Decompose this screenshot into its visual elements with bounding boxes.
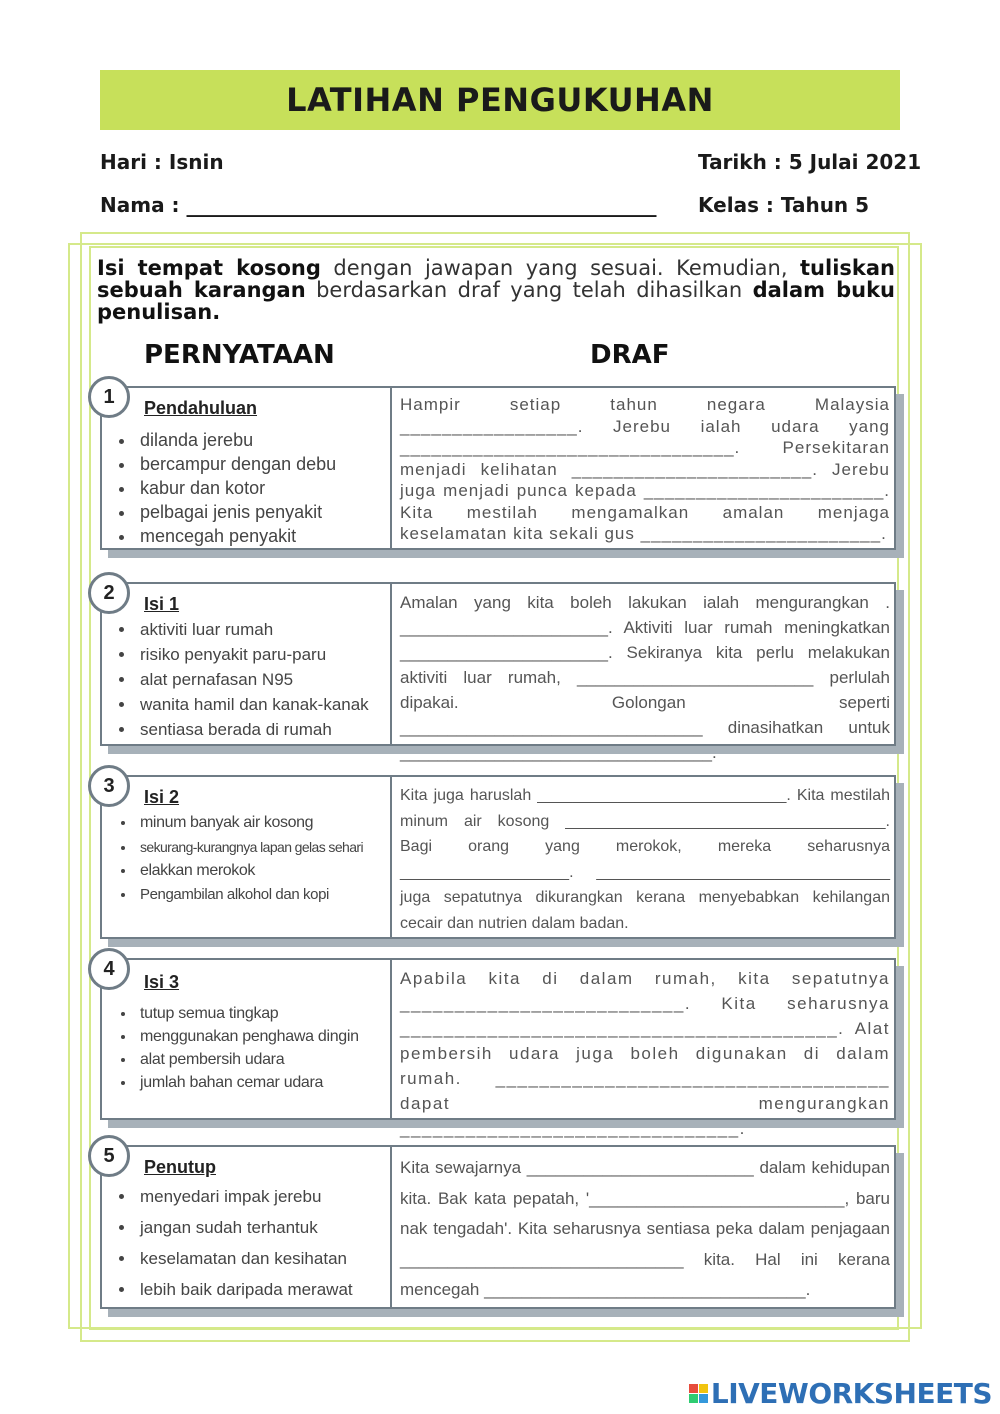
section-number-badge: 3 (88, 765, 130, 807)
draft-cell[interactable]: Kita juga haruslah ____________________________. Kita mestilah minum air kosong ____________________________________. Bagi orang yang merokok, mereka seharusnya ___________________. _________________________________ juga sepatutnya dikurangkan kerana menyebabkan kehilangan cecair dan nutrien dalam badan. (400, 787, 890, 932)
column-header-draft: DRAF (590, 340, 670, 370)
list-item: • elakkan merokok (136, 859, 363, 883)
list-item: • aktiviti luar rumah (136, 617, 369, 642)
draft-cell[interactable]: Apabila kita di dalam rumah, kita sepatutnya __________________________. Kita seharusnya ________________________________________. Alat pembersih udara juga boleh digunakan di dalam rumah. ____________________________________ dapat mengurangkan _______________________________. (400, 969, 890, 1138)
list-item: • dilanda jerebu (136, 428, 336, 452)
section-title: Penutup (144, 1157, 216, 1177)
statement-cell (102, 581, 392, 744)
bullet-list (110, 1002, 359, 1094)
list-item: • Pengambilan alkohol dan kopi (136, 883, 363, 907)
class-label: Kelas : Tahun 5 (698, 193, 870, 217)
bullet-list (110, 617, 369, 742)
list-item: • tutup semua tingkap (136, 1002, 359, 1025)
section-number-badge: 2 (88, 572, 130, 614)
bullet-list (110, 811, 363, 907)
logo-square-green (689, 1394, 698, 1403)
list-item: • jangan sudah terhantuk (136, 1212, 353, 1243)
list-item: • alat pernafasan N95 (136, 667, 369, 692)
statement-cell (102, 385, 392, 548)
watermark-text: LIVEWORKSHEETS (710, 1377, 992, 1410)
bullet-list (110, 1181, 353, 1305)
list-item: • jumlah bahan cemar udara (136, 1071, 359, 1094)
list-item: • menyedari impak jerebu (136, 1181, 353, 1212)
liveworksheets-watermark[interactable] (689, 1377, 992, 1410)
list-item: • bercampur dengan debu (136, 452, 336, 476)
section-row-3 (100, 775, 896, 939)
section-row-5 (100, 1145, 896, 1309)
list-item: • mencegah penyakit (136, 524, 336, 548)
instruction-part-4: berdasarkan draf yang telah dihasilkan (305, 278, 753, 302)
statement-cell (102, 1144, 392, 1307)
section-row-4 (100, 957, 896, 1138)
list-item: • sekurang-kurangnya lapan gelas sehari (136, 835, 363, 859)
liveworksheets-logo-icon (689, 1384, 708, 1403)
list-item: • menggunakan penghawa dingin (136, 1025, 359, 1048)
section-number-badge: 5 (88, 1135, 130, 1177)
list-item: • sentiasa berada di rumah (136, 717, 369, 742)
section-title: Pendahuluan (144, 398, 258, 418)
column-header-statement: PERNYATAAN (144, 340, 335, 370)
list-item: • keselamatan dan kesihatan (136, 1243, 353, 1274)
list-item: • pelbagai jenis penyakit (136, 500, 336, 524)
draft-cell[interactable]: Amalan yang kita boleh lakukan ialah mengurangkan . ______________________. Aktiviti luar rumah meningkatkan ______________________. Sekiranya kita perlu melakukan aktiviti luar rumah, _________________________ perlulah dipakai. Golongan seperti ________________________________ dinasihatkan untuk _________________________________. (400, 593, 890, 762)
page-title: LATIHAN PENGUKUHAN (286, 81, 714, 119)
statement-cell (102, 774, 392, 937)
logo-square-blue (699, 1394, 708, 1403)
section-row-1 (100, 386, 896, 550)
list-item: • risiko penyakit paru-paru (136, 642, 369, 667)
section-title: Isi 2 (144, 787, 180, 807)
section-number-badge: 1 (88, 376, 130, 418)
instruction-bold-3: dalam buku penulisan. (97, 278, 895, 324)
section-title: Isi 3 (144, 972, 180, 992)
section-row-2 (100, 581, 896, 762)
day-label: Hari : Isnin (100, 150, 224, 174)
logo-square-yellow (699, 1384, 708, 1393)
instruction-bold-1: Isi tempat kosong (97, 256, 321, 280)
instruction-text (97, 257, 895, 323)
list-item: • alat pembersih udara (136, 1048, 359, 1071)
list-item: • kabur dan kotor (136, 476, 336, 500)
list-item: • minum banyak air kosong (136, 811, 363, 835)
draft-cell[interactable]: Hampir setiap tahun negara Malaysia _________________. Jerebu ialah udara yang ________________________________. Persekitaran menjadi kelihatan _______________________. Jerebu juga menjadi punca kepada _______________________. Kita mestilah mengamalkan amalan menjaga keselamatan kita sekali gus _______________________. (400, 395, 890, 543)
section-title: Isi 1 (144, 594, 180, 614)
bullet-list (110, 428, 336, 548)
instruction-part-2: dengan jawapan yang sesuai. Kemudian, (320, 256, 801, 280)
statement-cell (102, 957, 392, 1118)
title-banner (100, 70, 900, 130)
list-item: • lebih baik daripada merawat (136, 1274, 353, 1305)
list-item: • wanita hamil dan kanak-kanak (136, 692, 369, 717)
logo-square-red (689, 1384, 698, 1393)
instruction-bold-2: tuliskan sebuah karangan (97, 256, 895, 302)
date-label: Tarikh : 5 Julai 2021 (698, 150, 922, 174)
section-number-badge: 4 (88, 948, 130, 990)
draft-cell[interactable]: Kita sewajarnya ________________________ dalam kehidupan kita. Bak kata pepatah, '___________________________, baru nak tengadah'. Kita seharusnya sentiasa peka dalam penjagaan ______________________________ kita. Hal ini kerana mencegah __________________________________. (400, 1158, 890, 1299)
name-field[interactable]: Nama : _______________________________________________ (100, 193, 657, 217)
